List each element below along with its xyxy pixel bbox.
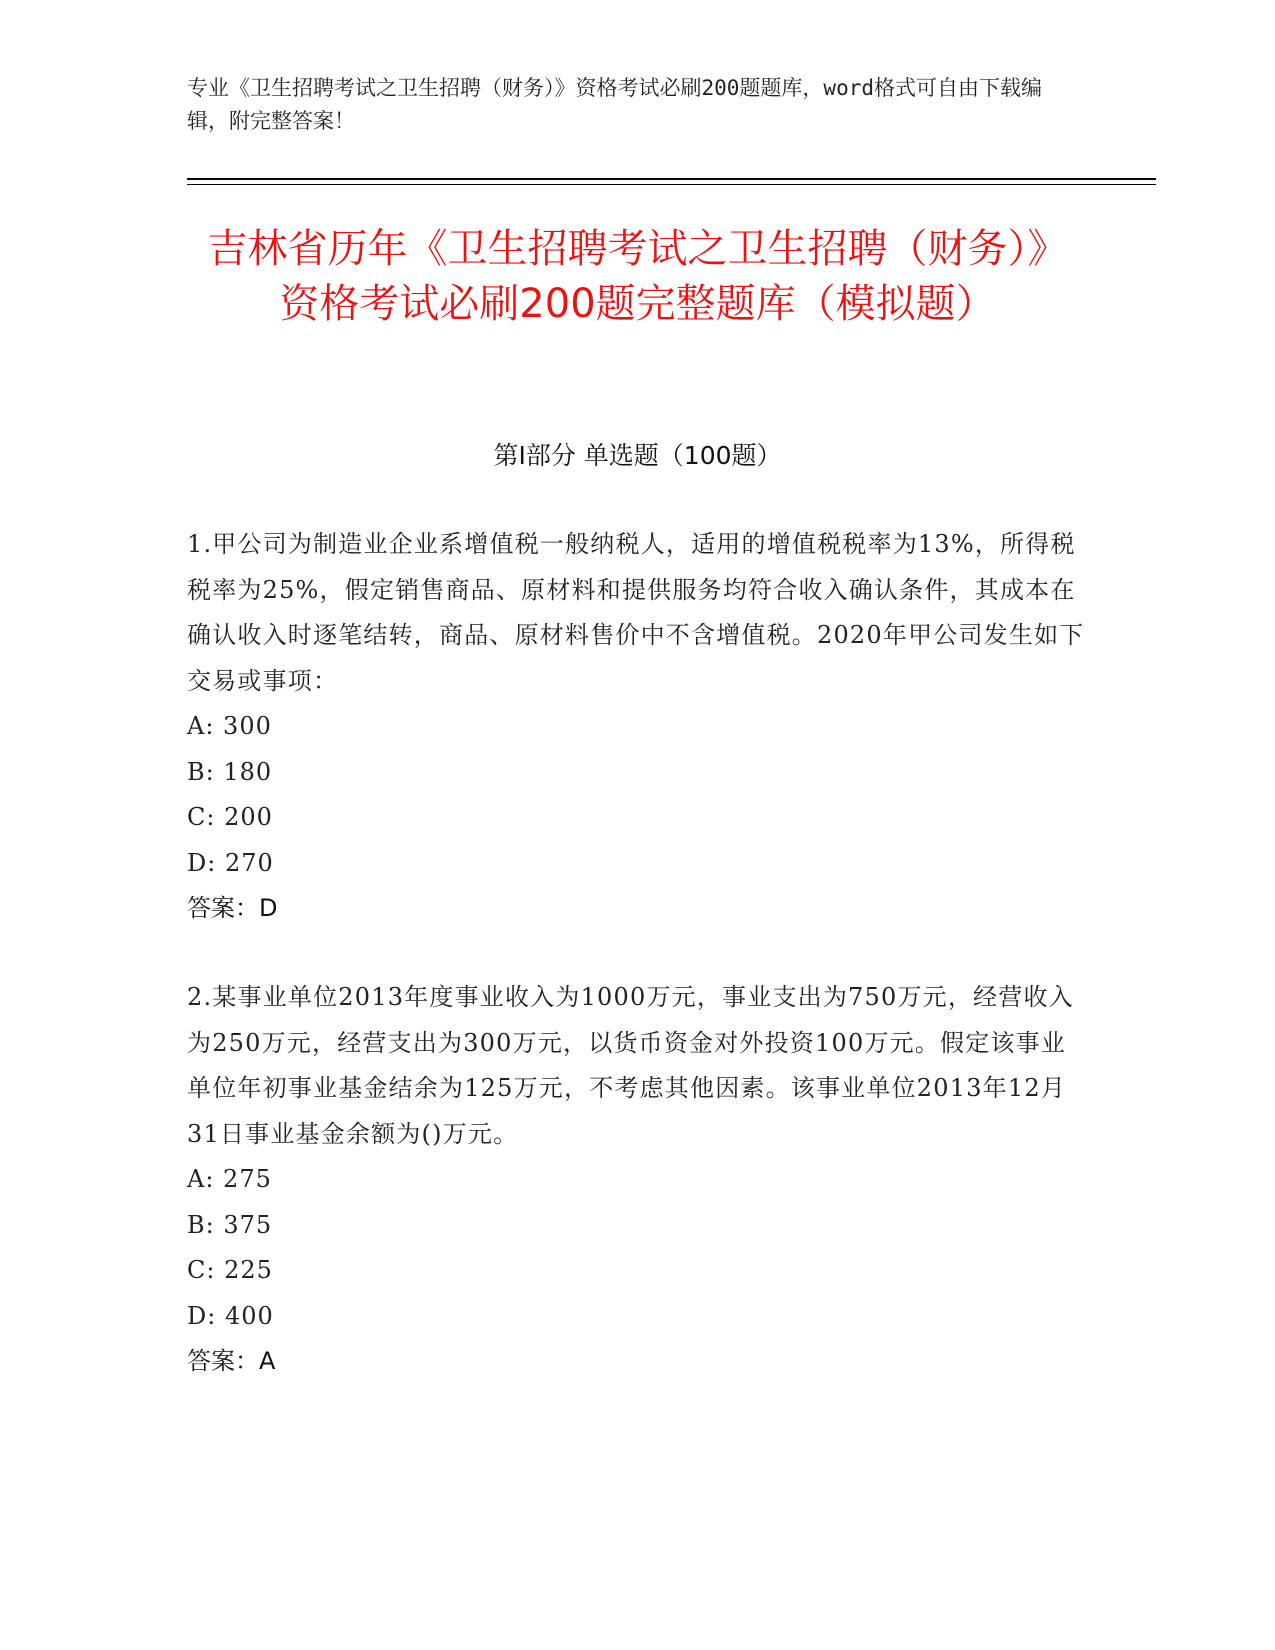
- header-divider: [187, 178, 1156, 180]
- option-c: C: 225: [187, 1256, 273, 1284]
- question-stem: 2.某事业单位2013年度事业收入为1000万元，事业支出为750万元，经营收入为250万元，经营支出为300万元，以货币资金对外投资100万元。假定该事业单位年初事业基金结余为125万元，不考虑其他因素。该事业单位2013年12月31日事业基金余额为()万元。: [187, 983, 1074, 1148]
- answer: 答案：A: [187, 1347, 276, 1375]
- option-b: B: 180: [187, 757, 273, 786]
- document-title: 吉林省历年《卫生招聘考试之卫生招聘（财务）》资格考试必刷200题完整题库（模拟题）: [207, 226, 1068, 327]
- question-stem: 1.甲公司为制造业企业系增值税一般纳税人，适用的增值税税率为13%，所得税税率为25%，假定销售商品、原材料和提供服务均符合收入确认条件，其成本在确认收入时逐笔结转，商品、原材料售价中不含增值税。2020年甲公司发生如下交易或事项：: [187, 530, 1085, 695]
- option-a: A: 275: [187, 1165, 272, 1193]
- option-b: B: 375: [187, 1210, 273, 1239]
- option-d: D: 270: [187, 848, 274, 877]
- answer: 答案：D: [187, 894, 278, 922]
- question-2: [187, 975, 1087, 1385]
- header-divider-thin: [187, 184, 1156, 185]
- question-1: [187, 522, 1087, 932]
- option-c: C: 200: [187, 803, 273, 831]
- option-a: A: 300: [187, 712, 272, 740]
- section-heading: 第I部分 单选题（100题）: [493, 441, 782, 470]
- option-d: D: 400: [187, 1301, 274, 1330]
- header-note: 专业《卫生招聘考试之卫生招聘（财务）》资格考试必刷200题题库，word格式可自由下载编辑，附完整答案！: [187, 76, 1042, 133]
